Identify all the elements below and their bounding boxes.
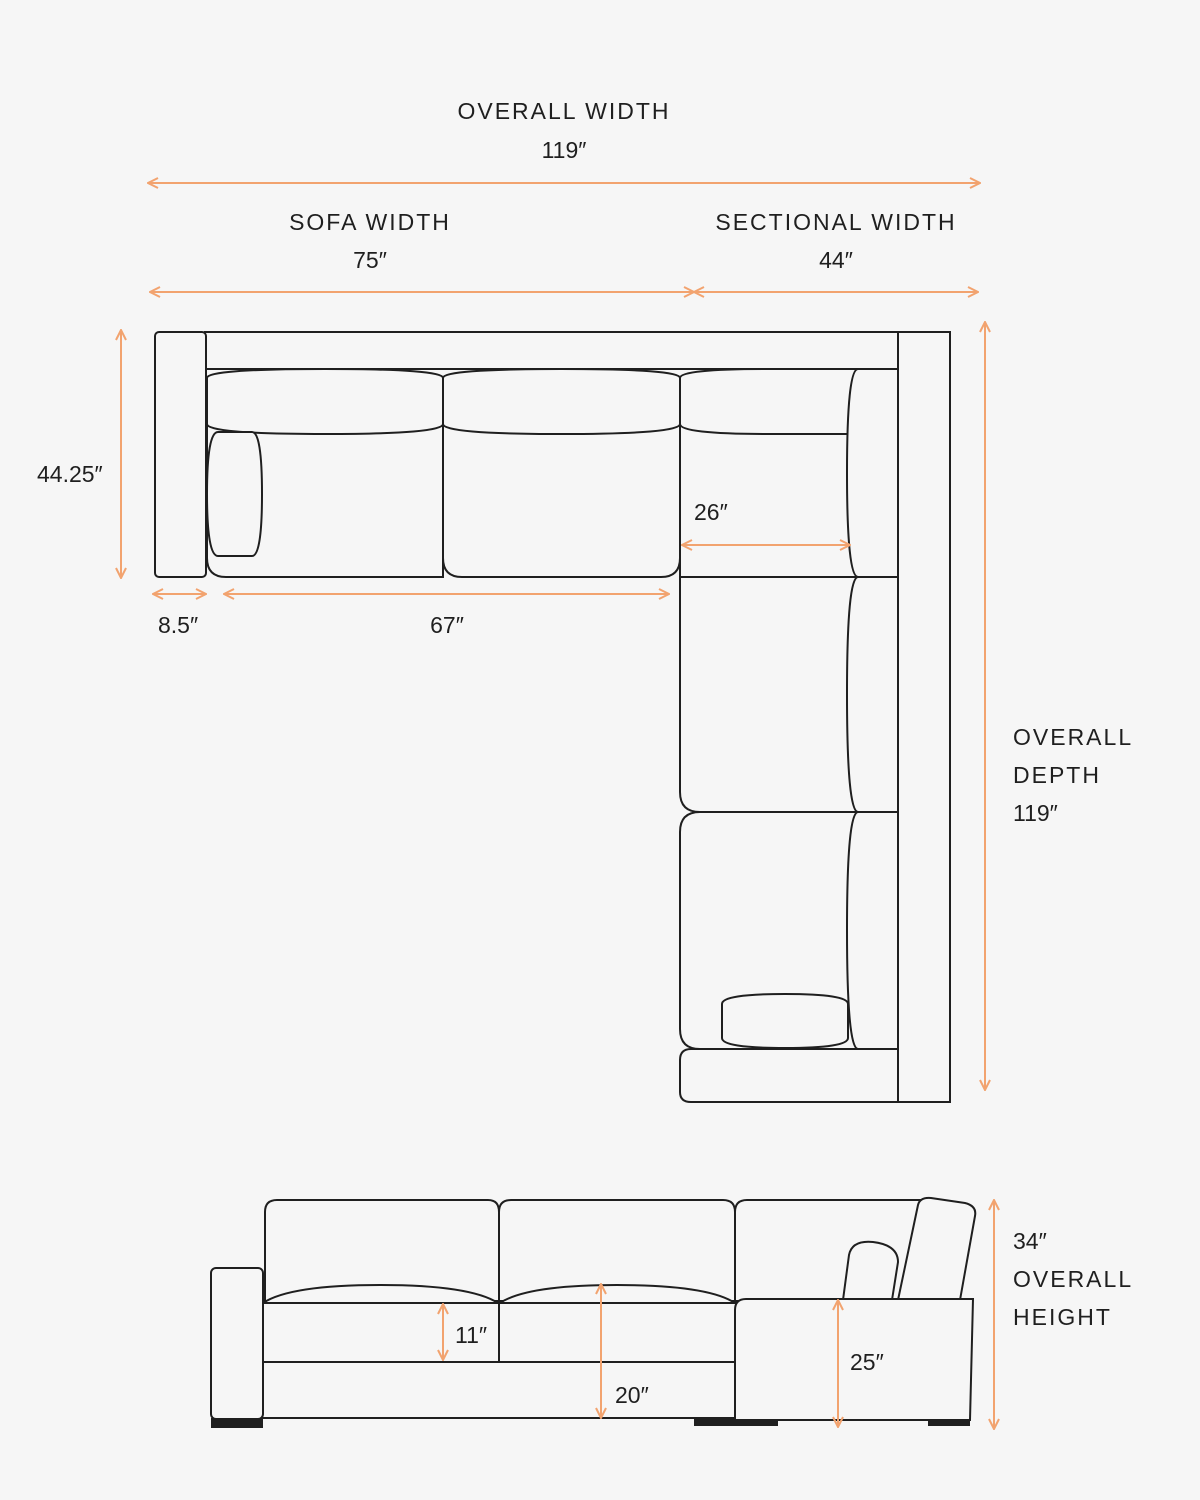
chaise-seat-cushion-1: [680, 577, 858, 812]
seat-width-value: 67″: [430, 612, 464, 638]
elevation-seat-cushion-2: [499, 1302, 736, 1362]
sectional-width-title: SECTIONAL WIDTH: [715, 209, 957, 235]
seat-height-value: 20″: [615, 1382, 649, 1408]
overall-width-title: OVERALL WIDTH: [457, 98, 671, 124]
bolster-pillow: [207, 432, 262, 556]
overall-height-title-line2: HEIGHT: [1013, 1304, 1112, 1330]
elevation-back-cushion-3: [735, 1200, 925, 1301]
sofa-width-value: 75″: [353, 247, 387, 273]
chaise-arm-height-value: 25″: [850, 1349, 884, 1375]
sofa-depth-value: 44.25″: [37, 461, 103, 487]
overall-depth-title-line2: DEPTH: [1013, 762, 1101, 788]
sofa-width-title: SOFA WIDTH: [289, 209, 451, 235]
sectional-width-value: 44″: [819, 247, 853, 273]
arm-width-value: 8.5″: [158, 612, 199, 638]
foot-middle: [694, 1418, 736, 1426]
plan-view: [155, 332, 950, 1102]
cushion-height-value: 11″: [455, 1322, 488, 1348]
overall-width-value: 119″: [541, 137, 587, 163]
elevation-small-pillow: [843, 1242, 898, 1300]
overall-height-title-line1: OVERALL: [1013, 1266, 1134, 1292]
front-elevation-view: [211, 1198, 975, 1428]
right-back-cushion-2: [847, 577, 898, 812]
back-cushion-middle: [443, 369, 680, 434]
overall-depth-value: 119″: [1013, 800, 1058, 826]
elevation-base: [262, 1362, 736, 1418]
left-arm: [155, 332, 206, 577]
overall-height-value: 34″: [1013, 1228, 1047, 1254]
chaise-seat-value: 26″: [694, 499, 728, 525]
elevation-left-arm: [211, 1268, 263, 1419]
chaise-bolster-pillow: [722, 994, 848, 1048]
back-rail: [205, 332, 899, 369]
overall-depth-title-line1: OVERALL: [1013, 724, 1134, 750]
right-arm: [898, 332, 950, 1102]
back-cushion-corner: [680, 369, 858, 434]
chaise-front-rail: [680, 1049, 898, 1102]
back-cushion-left: [207, 369, 443, 434]
right-back-cushion-1: [847, 369, 898, 577]
right-back-cushion-3: [847, 812, 898, 1049]
